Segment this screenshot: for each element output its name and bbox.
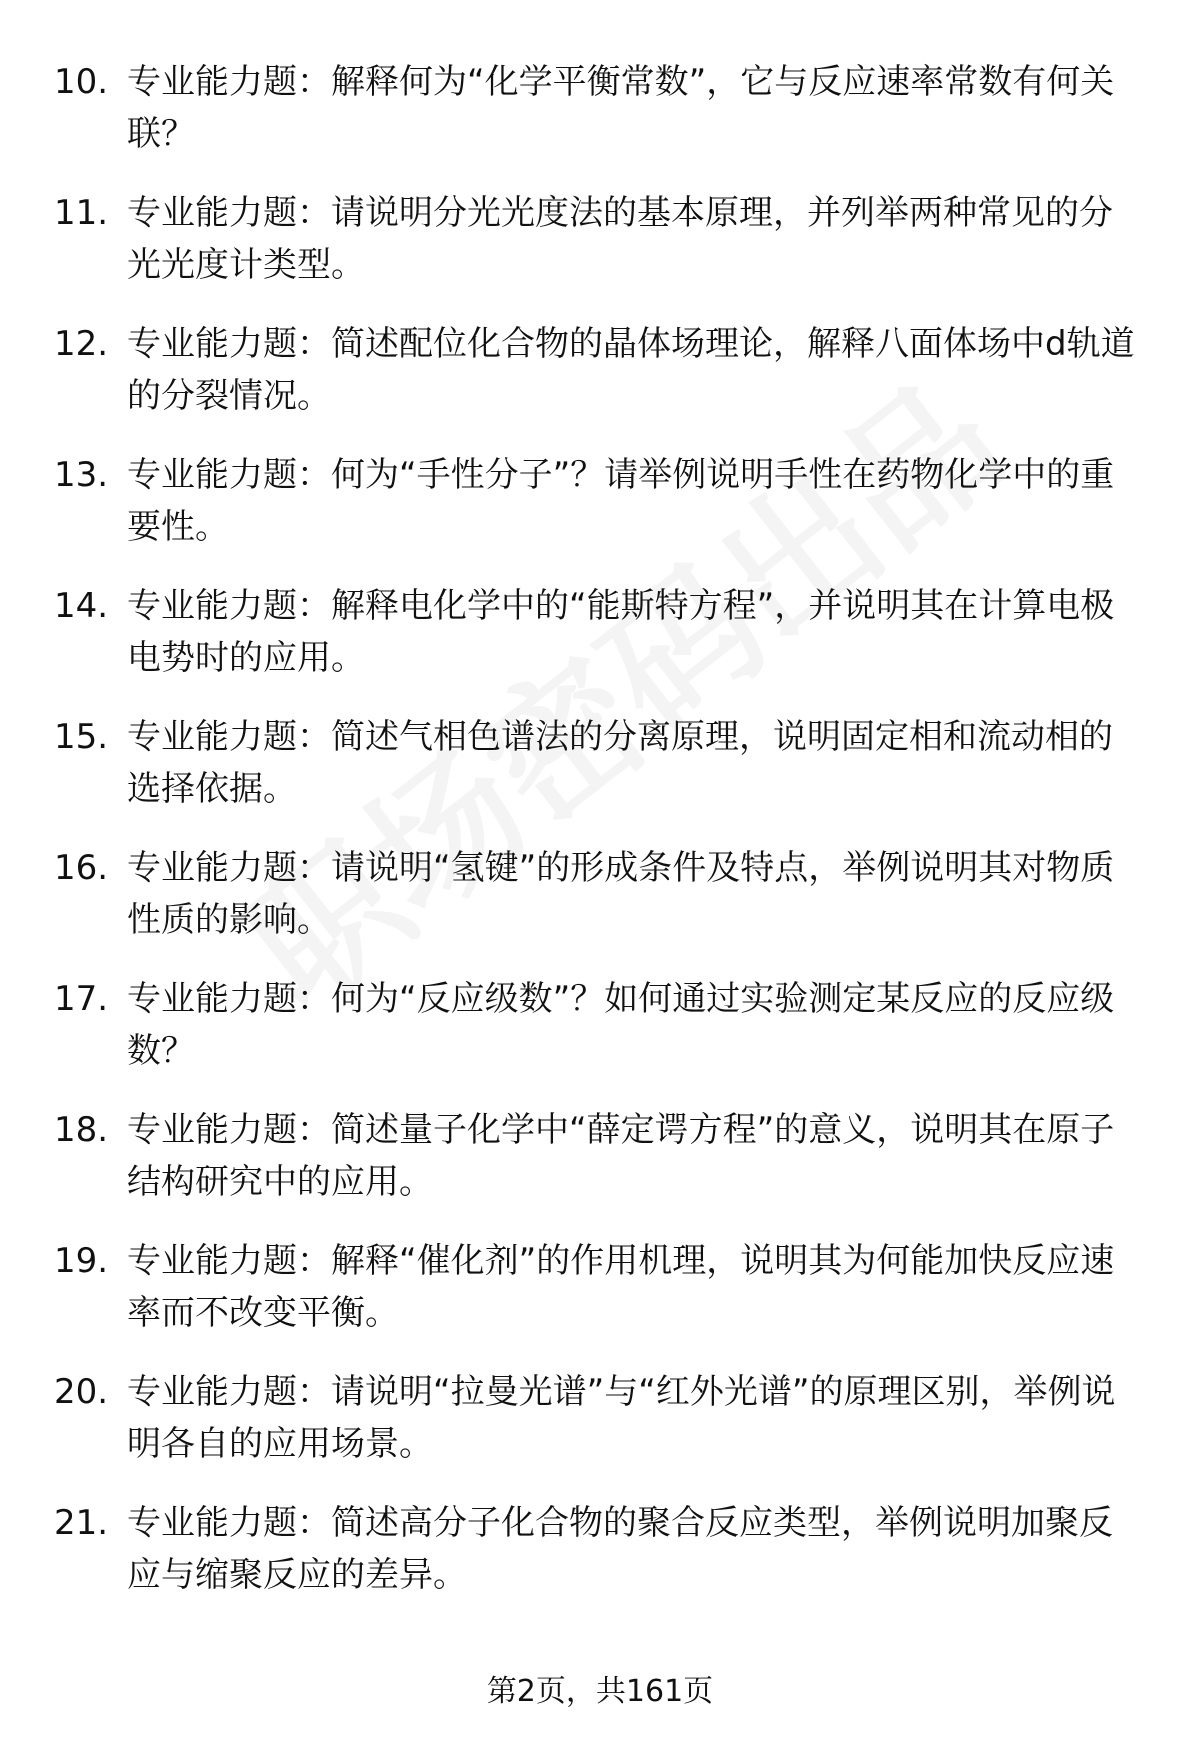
question-list [0, 56, 1200, 1628]
question-item-13 [0, 449, 1200, 580]
question-number: 15. [54, 717, 109, 757]
question-number: 12. [54, 324, 109, 364]
question-number: 19. [54, 1241, 109, 1281]
question-item-17 [0, 973, 1200, 1104]
question-item-10 [0, 56, 1200, 187]
question-text: 专业能力题：简述配位化合物的晶体场理论，解释八面体场中d轨道的分裂情况。 [127, 324, 1135, 416]
question-text: 专业能力题：何为“手性分子”？请举例说明手性在药物化学中的重要性。 [127, 455, 1115, 547]
question-item-12 [0, 318, 1200, 449]
question-number: 16. [54, 848, 109, 888]
question-item-18 [0, 1104, 1200, 1235]
question-item-21 [0, 1497, 1200, 1628]
question-number: 13. [54, 455, 109, 495]
page-footer [0, 1672, 1200, 1712]
question-text: 专业能力题：请说明分光光度法的基本原理，并列举两种常见的分光光度计类型。 [127, 193, 1113, 285]
question-text: 专业能力题：简述量子化学中“薛定谔方程”的意义，说明其在原子结构研究中的应用。 [127, 1110, 1115, 1202]
question-number: 18. [54, 1110, 109, 1150]
question-text: 专业能力题：简述气相色谱法的分离原理，说明固定相和流动相的选择依据。 [127, 717, 1113, 809]
question-text: 专业能力题：请说明“拉曼光谱”与“红外光谱”的原理区别，举例说明各自的应用场景。 [127, 1372, 1116, 1464]
question-item-11 [0, 187, 1200, 318]
question-number: 17. [54, 979, 109, 1019]
question-item-15 [0, 711, 1200, 842]
question-item-14 [0, 580, 1200, 711]
question-item-16 [0, 842, 1200, 973]
question-number: 21. [54, 1503, 109, 1543]
question-number: 20. [54, 1372, 109, 1412]
question-item-19 [0, 1235, 1200, 1366]
question-number: 11. [54, 193, 109, 233]
page-number-label: 第2页，共161页 [486, 1674, 714, 1709]
question-number: 10. [54, 62, 109, 102]
question-text: 专业能力题：简述高分子化合物的聚合反应类型，举例说明加聚反应与缩聚反应的差异。 [127, 1503, 1113, 1595]
question-text: 专业能力题：解释“催化剂”的作用机理，说明其为何能加快反应速率而不改变平衡。 [127, 1241, 1115, 1333]
question-text: 专业能力题：请说明“氢键”的形成条件及特点，举例说明其对物质性质的影响。 [127, 848, 1115, 940]
question-text: 专业能力题：何为“反应级数”？如何通过实验测定某反应的反应级数？ [127, 979, 1115, 1071]
question-text: 专业能力题：解释何为“化学平衡常数”，它与反应速率常数有何关联？ [127, 62, 1115, 154]
question-text: 专业能力题：解释电化学中的“能斯特方程”，并说明其在计算电极电势时的应用。 [127, 586, 1115, 678]
question-number: 14. [54, 586, 109, 626]
question-item-20 [0, 1366, 1200, 1497]
